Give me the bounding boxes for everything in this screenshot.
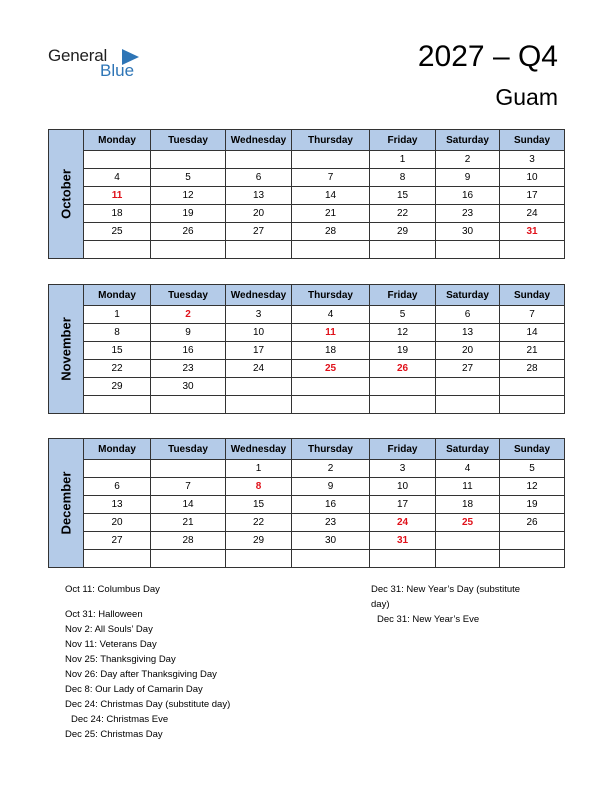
day-number: 1 [399, 154, 406, 165]
day-number: 30 [182, 381, 194, 392]
day-number: 17 [526, 190, 538, 201]
day-number: 7 [327, 172, 334, 183]
day-number: 6 [255, 172, 262, 183]
day-cell [500, 169, 565, 187]
day-cell [292, 342, 370, 360]
day-cell [292, 514, 370, 532]
day-number: 15 [252, 499, 265, 510]
holiday-note: Oct 11: Columbus Day [65, 584, 160, 595]
holiday-note: Nov 26: Day after Thanksgiving Day [65, 669, 217, 680]
holiday-note: Oct 31: Halloween [65, 609, 143, 620]
empty-day-cell [370, 378, 436, 396]
empty-day-cell [370, 241, 436, 259]
day-number: 25 [461, 517, 474, 528]
day-cell [84, 324, 151, 342]
holiday-note: Dec 25: Christmas Day [65, 729, 163, 740]
day-cell [370, 360, 436, 378]
day-cell [500, 324, 565, 342]
day-cell [226, 360, 292, 378]
day-number: 16 [182, 345, 194, 356]
day-number: 31 [526, 226, 538, 237]
day-number: 6 [114, 481, 120, 492]
day-number: 18 [461, 499, 474, 510]
month-november [48, 284, 564, 414]
empty-day-cell [226, 550, 292, 568]
day-number: 10 [526, 172, 538, 183]
day-cell [151, 514, 226, 532]
empty-day-cell [226, 151, 292, 169]
day-cell [370, 496, 436, 514]
day-number: 23 [182, 363, 194, 374]
day-number: 17 [252, 345, 265, 356]
day-cell [226, 496, 292, 514]
day-cell [500, 360, 565, 378]
day-cell [436, 187, 500, 205]
day-cell [292, 360, 370, 378]
day-cell [151, 496, 226, 514]
day-cell [84, 532, 151, 550]
day-number: 7 [185, 481, 191, 492]
day-cell [436, 169, 500, 187]
day-cell [370, 324, 436, 342]
day-number: 5 [529, 463, 535, 474]
day-cell [436, 223, 500, 241]
weekday-header: Sunday [500, 439, 565, 460]
day-number: 29 [111, 381, 123, 392]
day-cell [226, 169, 292, 187]
day-number: 1 [255, 463, 262, 474]
day-cell [292, 460, 370, 478]
day-number: 19 [182, 208, 194, 219]
day-number: 29 [252, 535, 265, 546]
holiday-note: Nov 2: All Souls’ Day [65, 624, 153, 635]
weekday-header: Monday [84, 439, 151, 460]
weekday-header: Wednesday [226, 439, 292, 460]
month-name: November [58, 317, 74, 381]
day-cell [151, 223, 226, 241]
day-cell [370, 169, 436, 187]
day-number: 30 [461, 226, 474, 237]
month-label-cell [49, 130, 84, 259]
day-number: 9 [185, 327, 191, 338]
day-number: 22 [396, 208, 409, 219]
day-number: 9 [327, 481, 334, 492]
day-cell [292, 496, 370, 514]
day-number: 22 [252, 517, 265, 528]
weekday-header: Sunday [500, 130, 565, 151]
day-cell [226, 478, 292, 496]
day-number: 11 [462, 481, 473, 492]
day-number: 28 [324, 226, 337, 237]
month-name: December [58, 471, 74, 535]
day-number: 6 [464, 309, 471, 320]
day-number: 16 [461, 190, 474, 201]
day-number: 12 [526, 481, 538, 492]
day-cell [226, 324, 292, 342]
logo-general: General [48, 46, 108, 65]
holiday-note: day) [371, 599, 390, 610]
holiday-notes-left [65, 582, 230, 742]
weekday-header: Monday [84, 130, 151, 151]
day-number: 22 [111, 363, 123, 374]
day-cell [500, 496, 565, 514]
empty-day-cell [292, 396, 370, 414]
day-cell [226, 306, 292, 324]
weekday-header: Sunday [500, 285, 565, 306]
day-number: 2 [185, 309, 191, 320]
day-cell [500, 223, 565, 241]
day-cell [84, 223, 151, 241]
day-cell [500, 187, 565, 205]
day-number: 11 [325, 327, 336, 338]
day-number: 18 [324, 345, 337, 356]
logo [48, 46, 135, 80]
empty-day-cell [151, 396, 226, 414]
day-cell [500, 514, 565, 532]
empty-day-cell [226, 241, 292, 259]
week-row [49, 360, 565, 378]
day-cell [292, 223, 370, 241]
day-number: 7 [529, 309, 535, 320]
weekday-header: Wednesday [226, 285, 292, 306]
day-number: 8 [255, 481, 262, 492]
day-cell [500, 306, 565, 324]
day-cell [436, 205, 500, 223]
day-number: 5 [399, 309, 406, 320]
day-cell [370, 532, 436, 550]
day-number: 2 [464, 154, 471, 165]
day-cell [436, 360, 500, 378]
day-cell [151, 378, 226, 396]
holiday-note: Dec 8: Our Lady of Camarin Day [65, 684, 203, 695]
week-row [49, 223, 565, 241]
month-december [48, 438, 564, 568]
empty-day-cell [151, 241, 226, 259]
day-cell [226, 532, 292, 550]
day-number: 21 [182, 517, 194, 528]
day-cell [436, 478, 500, 496]
day-number: 21 [324, 208, 337, 219]
day-cell [151, 324, 226, 342]
day-cell [226, 187, 292, 205]
day-cell [151, 342, 226, 360]
day-cell [436, 514, 500, 532]
day-cell [500, 342, 565, 360]
day-cell [500, 151, 565, 169]
day-number: 19 [396, 345, 409, 356]
day-cell [436, 324, 500, 342]
holiday-note: Nov 25: Thanksgiving Day [65, 654, 176, 665]
day-number: 4 [464, 463, 471, 474]
day-cell [84, 205, 151, 223]
day-cell [84, 514, 151, 532]
day-number: 8 [399, 172, 406, 183]
empty-day-cell [292, 378, 370, 396]
day-cell [292, 478, 370, 496]
day-number: 10 [252, 327, 265, 338]
day-number: 1 [114, 309, 120, 320]
empty-day-cell [226, 378, 292, 396]
day-number: 14 [526, 327, 538, 338]
week-row [49, 460, 565, 478]
day-number: 14 [182, 499, 194, 510]
day-number: 14 [324, 190, 337, 201]
day-number: 16 [324, 499, 337, 510]
day-number: 8 [114, 327, 120, 338]
empty-day-cell [292, 151, 370, 169]
week-row [49, 550, 565, 568]
day-cell [84, 496, 151, 514]
day-number: 4 [114, 172, 120, 183]
day-cell [84, 360, 151, 378]
day-number: 26 [182, 226, 194, 237]
weekday-header: Friday [370, 130, 436, 151]
day-cell [84, 342, 151, 360]
week-row [49, 396, 565, 414]
weekday-header: Friday [370, 285, 436, 306]
empty-day-cell [84, 460, 151, 478]
day-cell [226, 514, 292, 532]
day-cell [436, 496, 500, 514]
empty-day-cell [292, 550, 370, 568]
day-number: 18 [111, 208, 123, 219]
weekday-header: Monday [84, 285, 151, 306]
day-cell [226, 205, 292, 223]
weekday-header: Thursday [292, 285, 370, 306]
week-row [49, 532, 565, 550]
day-number: 27 [111, 535, 123, 546]
week-row [49, 378, 565, 396]
weekday-header: Thursday [292, 130, 370, 151]
weekday-header: Tuesday [151, 285, 226, 306]
empty-day-cell [500, 396, 565, 414]
empty-day-cell [500, 241, 565, 259]
day-number: 20 [461, 345, 474, 356]
week-row [49, 342, 565, 360]
day-number: 29 [396, 226, 409, 237]
page-title: 2027 – Q4 [417, 40, 558, 73]
month-label-cell [49, 439, 84, 568]
day-number: 13 [252, 190, 265, 201]
day-number: 21 [526, 345, 538, 356]
day-number: 12 [182, 190, 194, 201]
day-cell [436, 151, 500, 169]
day-number: 19 [526, 499, 538, 510]
day-number: 15 [396, 190, 409, 201]
empty-day-cell [436, 550, 500, 568]
week-row [49, 169, 565, 187]
weekday-header-row [49, 130, 565, 151]
day-number: 15 [111, 345, 123, 356]
day-cell [84, 187, 151, 205]
day-number: 3 [255, 309, 262, 320]
day-cell [370, 306, 436, 324]
calendar-table [48, 438, 565, 568]
day-number: 20 [111, 517, 123, 528]
day-cell [370, 151, 436, 169]
week-row [49, 205, 565, 223]
day-cell [370, 460, 436, 478]
page-subtitle: Guam [495, 84, 558, 110]
day-number: 24 [396, 517, 409, 528]
holiday-note [65, 597, 230, 607]
day-cell [292, 169, 370, 187]
day-number: 30 [324, 535, 337, 546]
empty-day-cell [436, 241, 500, 259]
empty-day-cell [436, 532, 500, 550]
day-cell [151, 205, 226, 223]
day-cell [370, 342, 436, 360]
day-cell [151, 360, 226, 378]
weekday-header: Saturday [436, 130, 500, 151]
week-row [49, 151, 565, 169]
day-number: 31 [396, 535, 409, 546]
day-cell [436, 306, 500, 324]
day-cell [84, 478, 151, 496]
day-cell [84, 306, 151, 324]
weekday-header: Saturday [436, 285, 500, 306]
empty-day-cell [500, 532, 565, 550]
empty-day-cell [500, 550, 565, 568]
day-number: 25 [111, 226, 123, 237]
logo-blue: Blue [100, 61, 135, 80]
calendar-table [48, 284, 565, 414]
weekday-header: Tuesday [151, 130, 226, 151]
empty-day-cell [436, 378, 500, 396]
day-number: 26 [396, 363, 409, 374]
empty-day-cell [151, 460, 226, 478]
holiday-note: Dec 24: Christmas Day (substitute day) [65, 699, 231, 710]
day-number: 17 [396, 499, 409, 510]
empty-day-cell [500, 378, 565, 396]
weekday-header: Thursday [292, 439, 370, 460]
empty-day-cell [84, 550, 151, 568]
day-cell [292, 306, 370, 324]
day-number: 10 [396, 481, 409, 492]
day-cell [151, 306, 226, 324]
day-cell [151, 187, 226, 205]
holiday-note: Dec 31: New Year’s Day (substitute [371, 584, 521, 595]
day-cell [500, 460, 565, 478]
day-cell [84, 378, 151, 396]
day-cell [500, 205, 565, 223]
day-number: 26 [526, 517, 538, 528]
day-number: 27 [252, 226, 265, 237]
day-number: 24 [252, 363, 265, 374]
weekday-header-row [49, 285, 565, 306]
day-number: 27 [461, 363, 474, 374]
holiday-note: Nov 11: Veterans Day [65, 639, 157, 650]
week-row [49, 187, 565, 205]
day-cell [292, 324, 370, 342]
month-october [48, 129, 564, 259]
day-cell [370, 514, 436, 532]
empty-day-cell [292, 241, 370, 259]
holiday-note: Dec 31: New Year’s Eve [377, 614, 480, 625]
empty-day-cell [84, 241, 151, 259]
day-number: 11 [111, 190, 123, 201]
day-number: 23 [324, 517, 337, 528]
empty-day-cell [436, 396, 500, 414]
calendar-table [48, 129, 565, 259]
month-label-cell [49, 285, 84, 414]
week-row [49, 324, 565, 342]
week-row [49, 478, 565, 496]
day-cell [84, 169, 151, 187]
day-cell [151, 478, 226, 496]
day-number: 24 [526, 208, 538, 219]
empty-day-cell [370, 396, 436, 414]
empty-day-cell [226, 396, 292, 414]
day-number: 23 [461, 208, 474, 219]
weekday-header: Wednesday [226, 130, 292, 151]
day-cell [370, 223, 436, 241]
day-cell [151, 532, 226, 550]
day-number: 5 [185, 172, 191, 183]
empty-day-cell [84, 396, 151, 414]
day-number: 28 [182, 535, 194, 546]
day-cell [436, 342, 500, 360]
day-cell [370, 205, 436, 223]
day-number: 25 [324, 363, 337, 374]
day-cell [292, 205, 370, 223]
week-row [49, 514, 565, 532]
day-cell [436, 460, 500, 478]
day-cell [370, 478, 436, 496]
weekday-header: Friday [370, 439, 436, 460]
day-cell [292, 187, 370, 205]
day-number: 13 [111, 499, 123, 510]
empty-day-cell [151, 151, 226, 169]
weekday-header-row [49, 439, 565, 460]
day-number: 3 [529, 154, 535, 165]
day-number: 9 [464, 172, 471, 183]
day-number: 4 [327, 309, 334, 320]
holiday-note: Dec 24: Christmas Eve [71, 714, 169, 725]
day-number: 28 [526, 363, 538, 374]
week-row [49, 496, 565, 514]
empty-day-cell [151, 550, 226, 568]
holiday-notes-right [371, 582, 520, 627]
week-row [49, 306, 565, 324]
empty-day-cell [370, 550, 436, 568]
day-cell [370, 187, 436, 205]
day-number: 12 [396, 327, 409, 338]
day-cell [226, 223, 292, 241]
week-row [49, 241, 565, 259]
day-cell [226, 460, 292, 478]
day-cell [226, 342, 292, 360]
weekday-header: Tuesday [151, 439, 226, 460]
day-number: 20 [252, 208, 265, 219]
day-cell [500, 478, 565, 496]
day-cell [292, 532, 370, 550]
empty-day-cell [84, 151, 151, 169]
day-number: 3 [399, 463, 406, 474]
month-name: October [58, 169, 74, 219]
weekday-header: Saturday [436, 439, 500, 460]
day-cell [151, 169, 226, 187]
day-number: 13 [461, 327, 474, 338]
day-number: 2 [327, 463, 334, 474]
